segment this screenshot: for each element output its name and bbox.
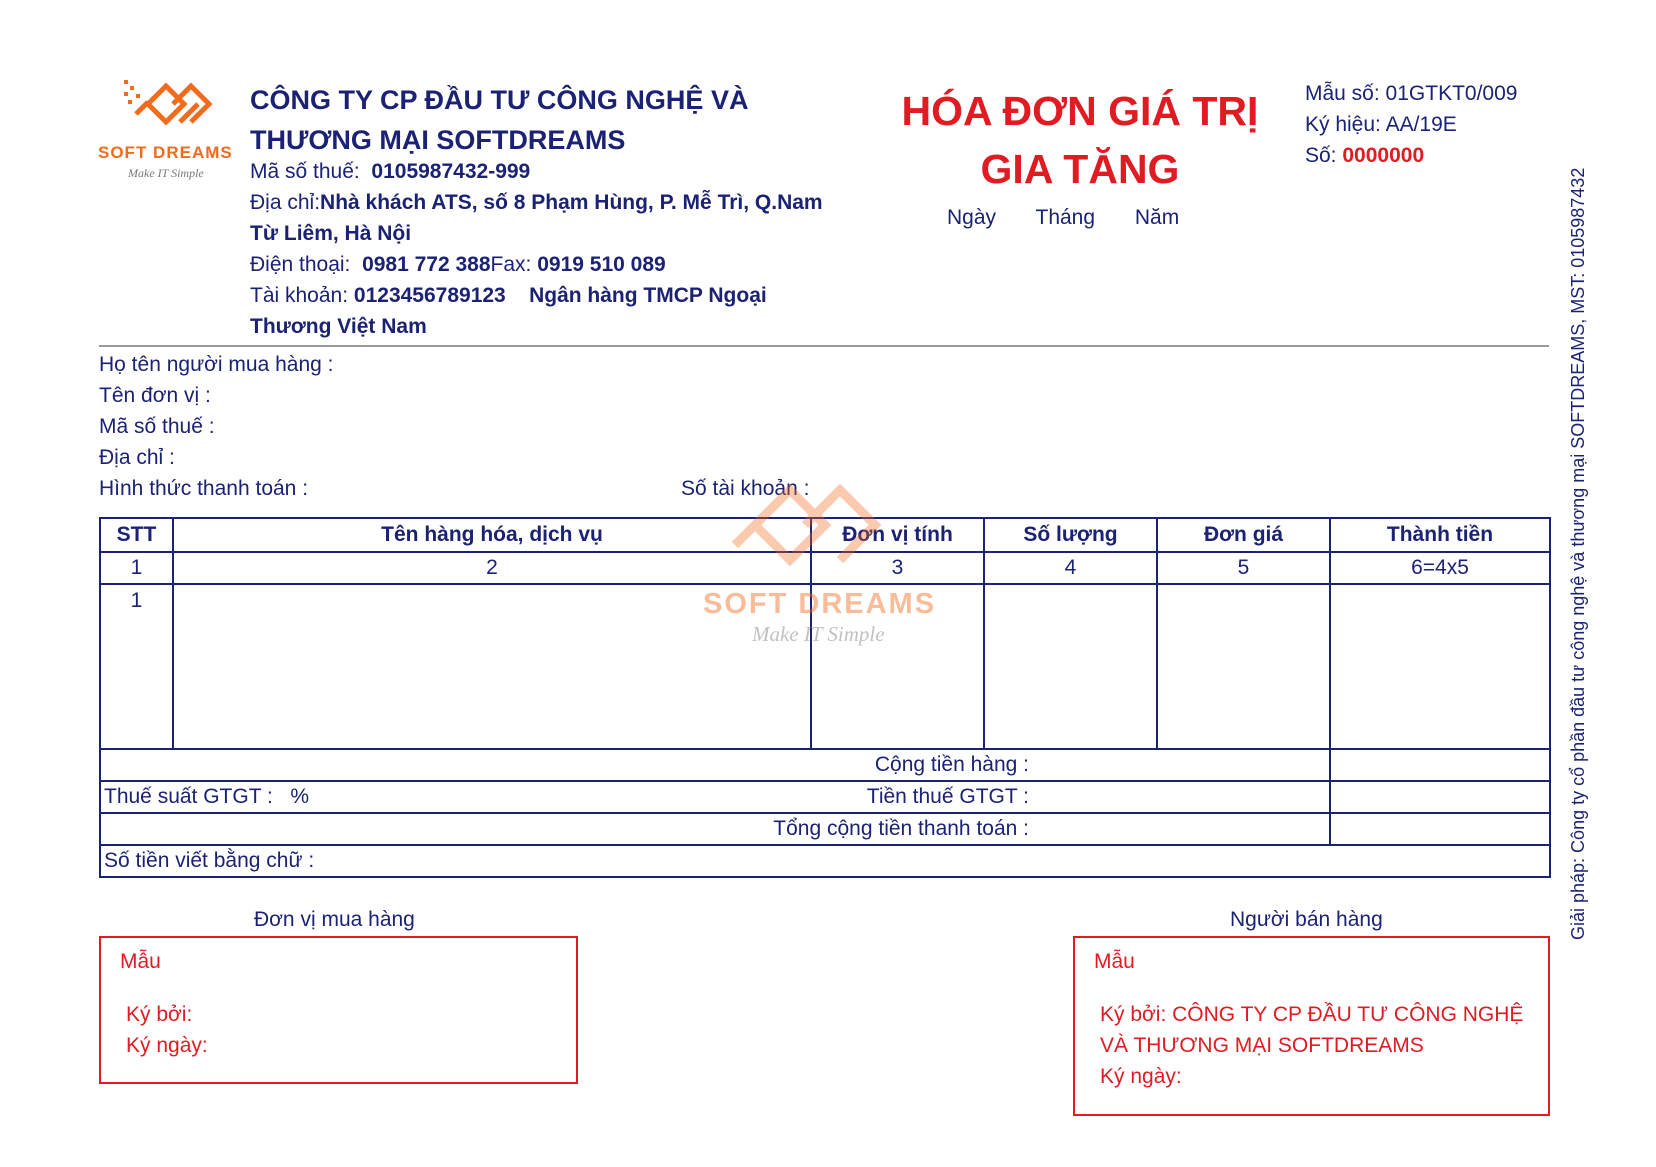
company-address-row-2 [250, 222, 411, 246]
invoice-meta [1305, 78, 1517, 171]
company-account-value: 0123456789123 [353, 284, 506, 307]
company-tax-row [250, 160, 530, 184]
buyer-signed-by-label: Ký bởi: [126, 1003, 193, 1026]
form-number-label: Mẫu số: [1305, 82, 1380, 105]
company-tax-label: Mã số thuế: [250, 160, 360, 183]
logo-brand-text: SOFT DREAMS [98, 143, 233, 162]
payment-method-label: Hình thức thanh toán : [99, 477, 309, 500]
company-tax-value: 0105987432-999 [371, 160, 531, 183]
buyer-sample-label: Mẫu [120, 950, 161, 973]
total-value-cell [1330, 813, 1550, 845]
company-fax-label: Fax: [490, 253, 532, 276]
buyer-unit-label: Tên đơn vị : [99, 384, 211, 407]
symbol-label: Ký hiệu: [1305, 113, 1381, 136]
company-name: CÔNG TY CP ĐẦU TƯ CÔNG NGHỆ VÀ THƯƠNG MẠI SOFTDREAMS [250, 85, 749, 155]
buyer-name-label: Họ tên người mua hàng : [99, 353, 334, 376]
col-header-amount: Thành tiền [1330, 518, 1550, 552]
buyer-tax-label: Mã số thuế : [99, 415, 215, 438]
index-cell: 4 [984, 552, 1157, 584]
date-year-label: Năm [1134, 206, 1180, 229]
buyer-signature-box [99, 936, 578, 1084]
col-header-stt: STT [100, 518, 173, 552]
watermark-tagline: Make IT Simple [752, 622, 885, 646]
company-bank-2: Thương Việt Nam [250, 315, 427, 338]
index-cell: 2 [173, 552, 811, 584]
side-note [1568, 60, 1592, 940]
company-address-row [250, 191, 823, 215]
seller-signed-by-value-2: VÀ THƯƠNG MẠI SOFTDREAMS [1100, 1034, 1424, 1057]
invoice-number-value: 0000000 [1342, 144, 1425, 167]
symbol-value: AA/19E [1385, 113, 1457, 136]
subtotal-value-cell [1330, 749, 1550, 781]
company-address-label: Địa chỉ: [250, 191, 321, 214]
row-qty-cell [984, 584, 1157, 749]
seller-signed-date-label: Ký ngày: [1100, 1065, 1182, 1088]
vat-rate-unit: % [290, 785, 310, 808]
invoice-number-label: Số: [1305, 144, 1337, 167]
seller-signed-by-label: Ký bởi: [1100, 1003, 1167, 1026]
company-phone-row [250, 253, 666, 277]
side-note-text: Giải pháp: Công ty cổ phần đầu tư công nghệ và thương mại SOFTDREAMS, MST: 0105987432 [1568, 167, 1588, 940]
col-header-qty: Số lượng [984, 518, 1157, 552]
company-bank-row-2 [250, 315, 427, 339]
index-cell: 5 [1157, 552, 1330, 584]
buyer-account-label: Số tài khoản : [681, 477, 810, 500]
invoice-title-line2: GIA TĂNG [980, 146, 1180, 192]
seller-signed-by-value-1: CÔNG TY CP ĐẦU TƯ CÔNG NGHỆ [1172, 1003, 1524, 1026]
index-cell: 1 [100, 552, 173, 584]
header-divider [99, 345, 1549, 347]
company-account-label: Tài khoản: [250, 284, 349, 307]
row-price-cell [1157, 584, 1330, 749]
symbol-row [1305, 109, 1517, 140]
company-phone-value: 0981 772 388 [362, 253, 491, 276]
seller-sample-label: Mẫu [1094, 950, 1135, 973]
total-label: Tổng cộng tiền thanh toán : [100, 813, 1330, 845]
in-words-row [100, 845, 1550, 877]
row-stt-cell: 1 [100, 584, 173, 749]
invoice-title-line1: HÓA ĐƠN GIÁ TRỊ [901, 88, 1259, 134]
invoice-date-row [947, 206, 1213, 230]
index-cell: 6=4x5 [1330, 552, 1550, 584]
date-month-label: Tháng [1035, 206, 1096, 229]
watermark-brand: SOFT DREAMS [703, 588, 937, 620]
company-fax-value: 0919 510 089 [537, 253, 666, 276]
company-account-row [250, 284, 767, 308]
col-header-price: Đơn giá [1157, 518, 1330, 552]
form-number-row [1305, 78, 1517, 109]
form-number-value: 01GTKT0/009 [1385, 82, 1518, 105]
company-address-value-2: Từ Liêm, Hà Nội [250, 222, 412, 245]
row-amount-cell [1330, 584, 1550, 749]
buyer-signature-title: Đơn vị mua hàng [254, 908, 415, 931]
vat-amount-label: Tiền thuế GTGT : [866, 785, 1029, 808]
date-day-label: Ngày [947, 206, 997, 229]
subtotal-label: Cộng tiền hàng : [100, 749, 1330, 781]
in-words-label: Số tiền viết bằng chữ : [100, 845, 1550, 877]
invoice-title [880, 82, 1280, 198]
subtotal-row [100, 749, 1550, 781]
vat-row [100, 781, 1550, 813]
invoice-number-row [1305, 140, 1517, 171]
seller-signed-by-row [1100, 1003, 1523, 1027]
col-header-name: Tên hàng hóa, dịch vụ [173, 518, 811, 552]
seller-signature-title: Người bán hàng [1230, 908, 1383, 931]
vat-value-cell [1330, 781, 1550, 813]
company-phone-label: Điện thoại: [250, 253, 351, 276]
col-header-unit: Đơn vị tính [811, 518, 984, 552]
logo-tagline: Make IT Simple [128, 166, 204, 180]
total-row [100, 813, 1550, 845]
vat-row-cell [100, 781, 1330, 813]
vat-rate-label: Thuế suất GTGT : [104, 785, 273, 808]
buyer-signed-date-label: Ký ngày: [126, 1034, 208, 1057]
seller-signature-box [1073, 936, 1550, 1116]
buyer-address-label: Địa chỉ : [99, 446, 175, 469]
company-address-value-1: Nhà khách ATS, số 8 Phạm Hùng, P. Mễ Trì, Q.Nam [320, 191, 823, 214]
index-cell: 3 [811, 552, 984, 584]
company-bank-1: Ngân hàng TMCP Ngoại [529, 284, 767, 307]
